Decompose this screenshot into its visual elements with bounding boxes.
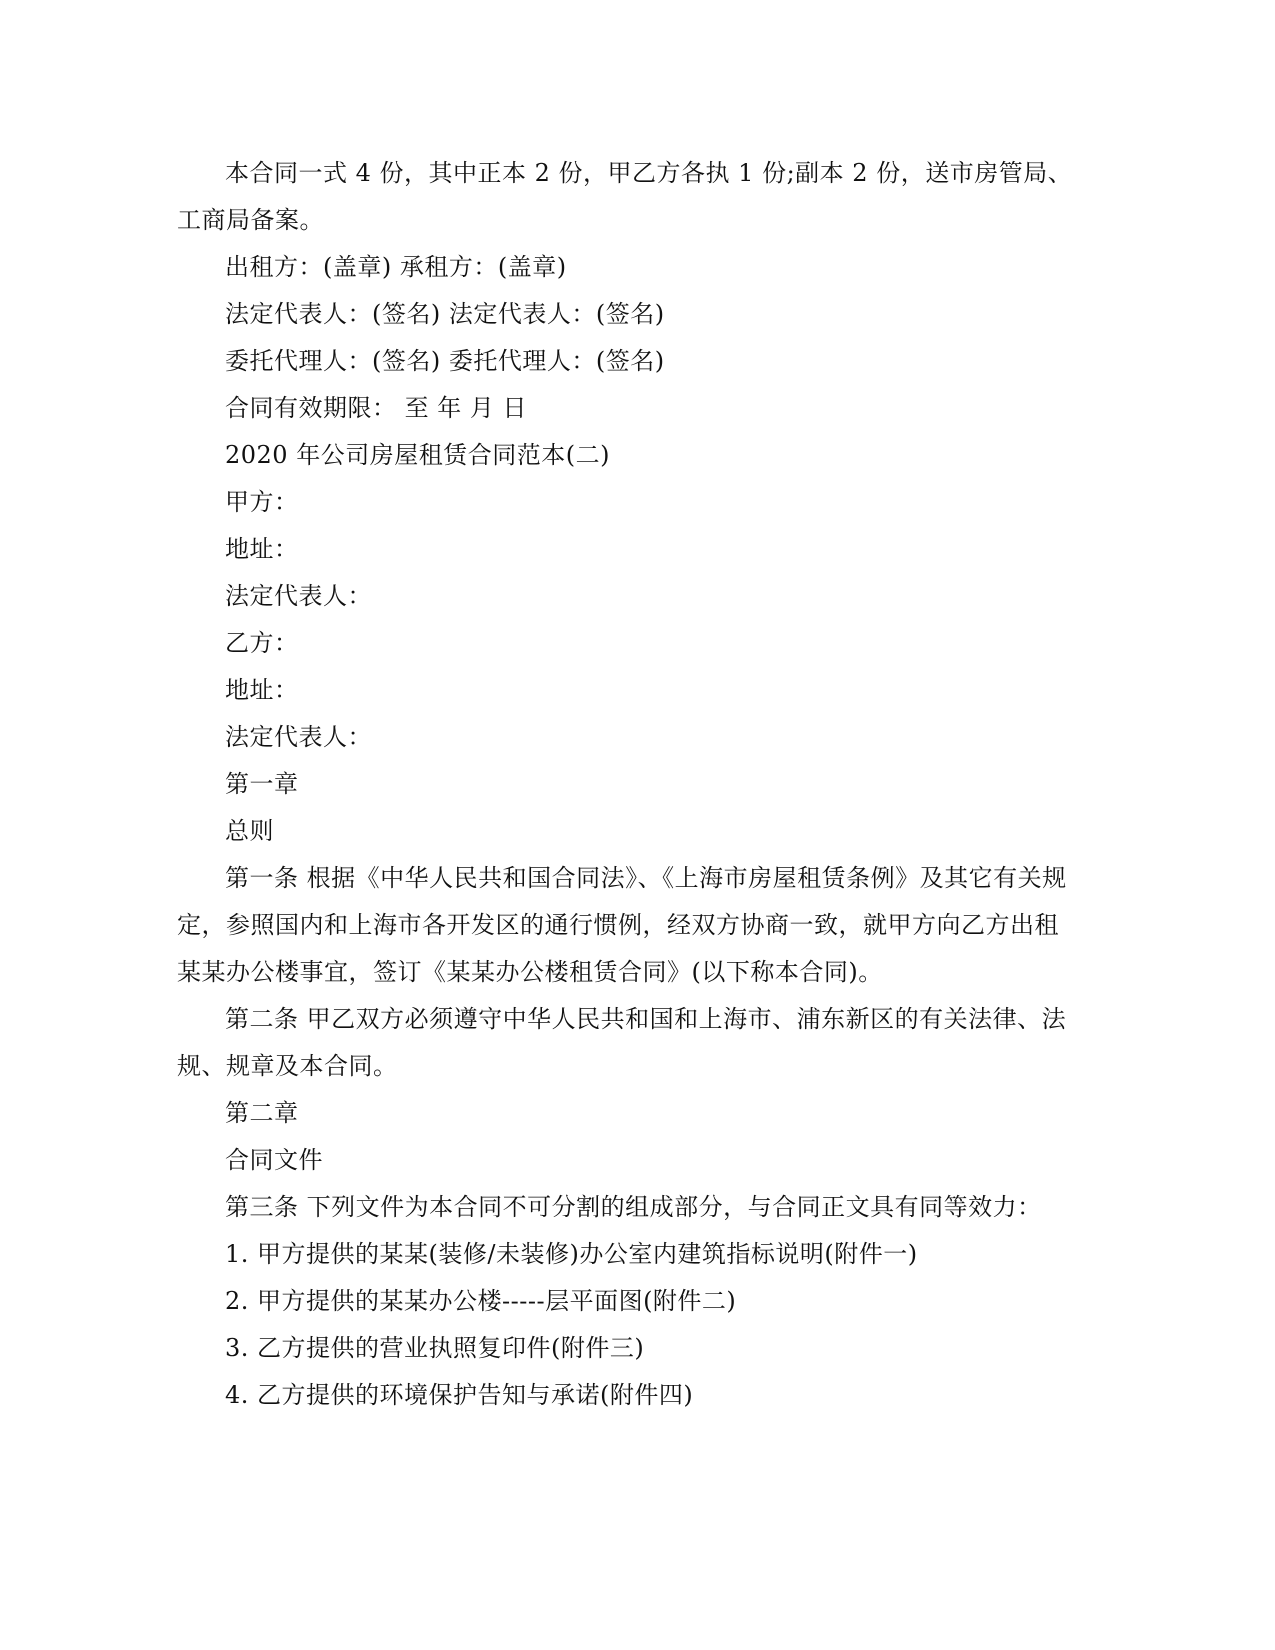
paragraph-legal-rep-signature: 法定代表人：(签名) 法定代表人：(签名): [225, 300, 665, 328]
party-b-label: 乙方：: [225, 629, 299, 657]
article-three: 第三条 下列文件为本合同不可分割的组成部分，与合同正文具有同等效力：: [225, 1193, 1042, 1221]
document-title: 2020 年公司房屋租赁合同范本(二): [225, 441, 610, 469]
party-a-legal-rep-label: 法定代表人：: [225, 582, 372, 610]
article-two: 第二条 甲乙双方必须遵守中华人民共和国和上海市、浦东新区的有关法律、法规、规章及本合同。: [177, 1005, 1067, 1080]
document-body: [177, 150, 1077, 1419]
chapter-two-title: 合同文件: [225, 1146, 323, 1174]
party-b-legal-rep-label: 法定代表人：: [225, 723, 372, 751]
list-item-attachment-2: 2. 甲方提供的某某办公楼-----层平面图(附件二): [225, 1287, 737, 1315]
party-a-label: 甲方：: [225, 488, 299, 516]
list-item-attachment-3: 3. 乙方提供的营业执照复印件(附件三): [225, 1334, 645, 1362]
party-b-address-label: 地址：: [225, 676, 299, 704]
paragraph-copies-filing: 本合同一式 4 份，其中正本 2 份，甲乙方各执 1 份;副本 2 份，送市房管局、工商局备案。: [177, 159, 1073, 234]
chapter-one-title: 总则: [225, 817, 274, 845]
list-item-attachment-4: 4. 乙方提供的环境保护告知与承诺(附件四): [225, 1381, 694, 1409]
chapter-two-heading: 第二章: [225, 1099, 299, 1127]
list-item-attachment-1: 1. 甲方提供的某某(装修/未装修)办公室内建筑指标说明(附件一): [225, 1240, 918, 1268]
paragraph-agent-signature: 委托代理人：(签名) 委托代理人：(签名): [225, 347, 665, 375]
paragraph-validity-period: 合同有效期限： 至 年 月 日: [225, 394, 528, 422]
chapter-one-heading: 第一章: [225, 770, 299, 798]
party-a-address-label: 地址：: [225, 535, 299, 563]
article-one: 第一条 根据《中华人民共和国合同法》、《上海市房屋租赁条例》及其它有关规定，参照国内和上海市各开发区的通行惯例，经双方协商一致，就甲方向乙方出租某某办公楼事宜，签订《某某办公楼租赁合同》(以下称本合同)。: [177, 864, 1067, 986]
paragraph-lessor-lessee-seal: 出租方：(盖章) 承租方：(盖章): [225, 253, 567, 281]
